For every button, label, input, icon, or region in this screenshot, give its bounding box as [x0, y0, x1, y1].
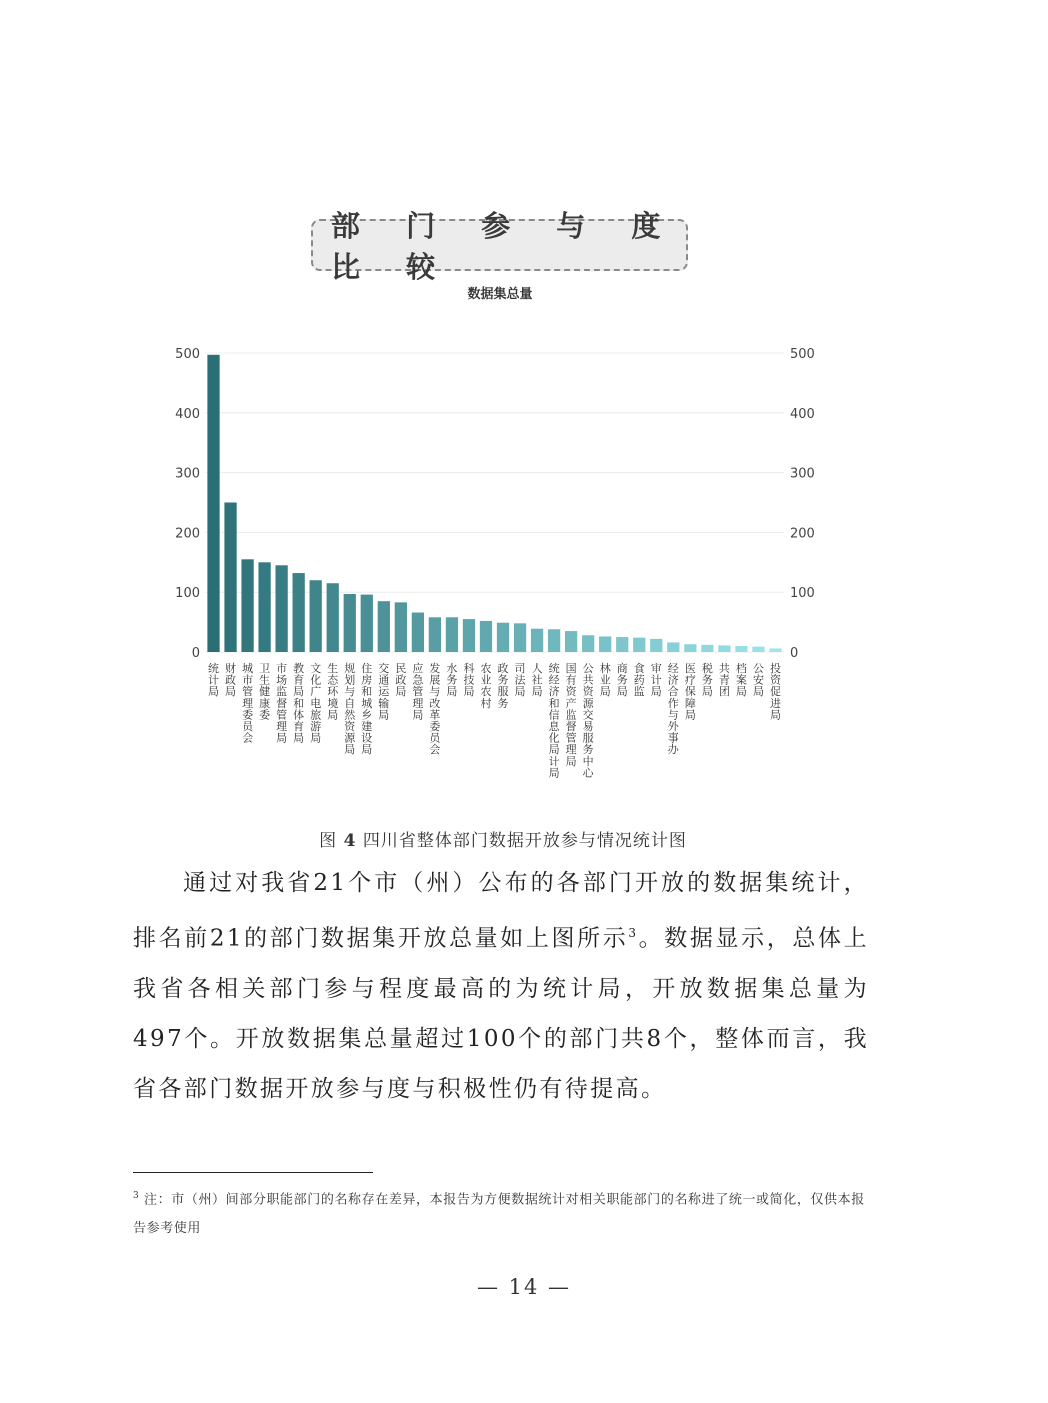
x-tick-label: 档案局: [735, 662, 747, 699]
bar: [446, 617, 458, 652]
y-tick-label-right: 100: [790, 586, 815, 602]
page-number: — 14 —: [476, 1275, 572, 1299]
footnote-ref[interactable]: 3: [628, 926, 639, 940]
x-tick-label: 人社局: [531, 662, 543, 699]
bar: [769, 648, 781, 652]
bar: [667, 642, 679, 652]
footnote: [133, 1182, 869, 1243]
bar: [361, 595, 373, 652]
x-tick-label: 住房和城乡建设局: [361, 662, 373, 757]
x-tick-label: 教育局和体育局: [293, 662, 305, 745]
y-tick-label-right: 400: [790, 406, 815, 422]
x-tick-label: 公安局: [752, 662, 764, 699]
bar: [752, 647, 764, 652]
x-tick-label: 卫生健康委: [259, 662, 271, 722]
footnote-mark: 3: [133, 1191, 140, 1201]
bar: [224, 503, 236, 653]
bar: [565, 631, 577, 652]
figure-caption: [0, 826, 1006, 851]
bar: [701, 645, 713, 652]
x-tick-label: 农业农村: [480, 662, 492, 710]
y-tick-label-right: 300: [790, 466, 815, 482]
x-tick-label: 科技局: [463, 662, 475, 699]
x-tick-label: 交通运输局: [378, 662, 390, 722]
bar: [378, 601, 390, 652]
body-paragraph: [133, 858, 869, 1114]
chart-title: 数据集总量: [467, 287, 533, 302]
bar: [514, 623, 526, 652]
footnote-divider: [133, 1172, 373, 1173]
bar: [684, 644, 696, 652]
bar: [582, 635, 594, 652]
x-tick-label: 医疗保障局: [684, 662, 696, 722]
paragraph-text-rest: 。数据显示，总体上我省各相关部门参与程度最高的为统计局，开放数据集总量为497个。开放数据集总量超过100个的部门共8个，整体而言，我省各部门数据开放参与度与积极性仍有待提高。: [133, 925, 869, 1102]
x-tick-label: 规划与自然资源局: [344, 662, 356, 757]
x-tick-label: 国有资产监督管理局: [565, 662, 577, 768]
x-tick-label: 投资促进局: [769, 662, 781, 722]
bar: [327, 583, 339, 652]
section-banner: 部 门 参 与 度 比 较: [311, 219, 688, 271]
x-tick-label: 统计局: [208, 662, 220, 699]
x-tick-label: 公共资源交易服务中心: [582, 662, 594, 780]
bar: [599, 636, 611, 652]
x-tick-label: 税务局: [701, 662, 713, 699]
bar: [463, 619, 475, 652]
bar: [497, 623, 509, 652]
caption-prefix: 图: [319, 831, 338, 851]
bar: [293, 573, 305, 652]
footnote-text: 注：市（州）间部分职能部门的名称存在差异，本报告为方便数据统计对相关职能部门的名称进了统一或简化，仅供本报告参考使用: [133, 1192, 865, 1237]
x-tick-label: 审计局: [650, 662, 662, 699]
y-tick-label-left: 0: [191, 646, 200, 661]
bar: [276, 565, 288, 652]
x-tick-label: 林业局: [599, 662, 611, 699]
x-tick-label: 发展与改革委员会: [429, 662, 441, 757]
caption-number: 4: [343, 831, 357, 851]
x-tick-label: 市场监督管理局: [276, 662, 288, 745]
caption-text: 四川省整体部门数据开放参与情况统计图: [362, 831, 687, 851]
x-tick-label: 应急管理局: [412, 662, 424, 722]
y-tick-label-left: 500: [175, 347, 200, 362]
x-tick-label: 政务服务: [497, 662, 509, 710]
bar: [258, 562, 270, 652]
x-tick-label: 统经济和信息化局计局: [548, 662, 560, 780]
bar: [633, 638, 645, 652]
bar: [548, 629, 560, 652]
y-tick-label-right: 200: [790, 526, 815, 542]
bar: [480, 621, 492, 652]
x-tick-label: 生态环境局: [327, 662, 339, 722]
y-tick-label-right: 500: [790, 347, 815, 362]
bar: [344, 594, 356, 652]
x-tick-label: 文化广电旅游局: [310, 662, 322, 745]
x-tick-label: 经济合作与外事办: [667, 662, 679, 757]
bar: [718, 645, 730, 652]
x-tick-label: 城市管理委员会: [242, 662, 254, 745]
y-tick-label-right: 0: [790, 646, 799, 661]
bar: [207, 355, 219, 652]
bar: [429, 617, 441, 652]
x-tick-label: 共青团: [718, 662, 730, 699]
bar: [650, 639, 662, 652]
bar: [531, 629, 543, 652]
y-tick-label-left: 200: [175, 526, 200, 542]
x-tick-label: 水务局: [446, 662, 458, 699]
y-tick-label-left: 400: [175, 406, 200, 422]
bar: [310, 580, 322, 652]
y-tick-label-left: 300: [175, 466, 200, 482]
bar: [395, 602, 407, 652]
y-tick-label-left: 100: [175, 586, 200, 602]
bar: [241, 559, 253, 652]
bar: [616, 637, 628, 652]
x-tick-label: 食药监: [633, 662, 645, 699]
x-tick-label: 民政局: [395, 662, 407, 699]
x-tick-label: 财政局: [225, 662, 237, 699]
bar: [412, 613, 424, 652]
x-tick-label: 司法局: [514, 662, 526, 699]
bar: [735, 646, 747, 652]
x-tick-label: 商务局: [616, 662, 628, 699]
paragraph-text: 通过对我省21个市（州）公布的各部门开放的数据集统计，排名前21的部门数据集开放总量如上图所示: [133, 870, 869, 952]
bar-chart: [0, 330, 992, 780]
